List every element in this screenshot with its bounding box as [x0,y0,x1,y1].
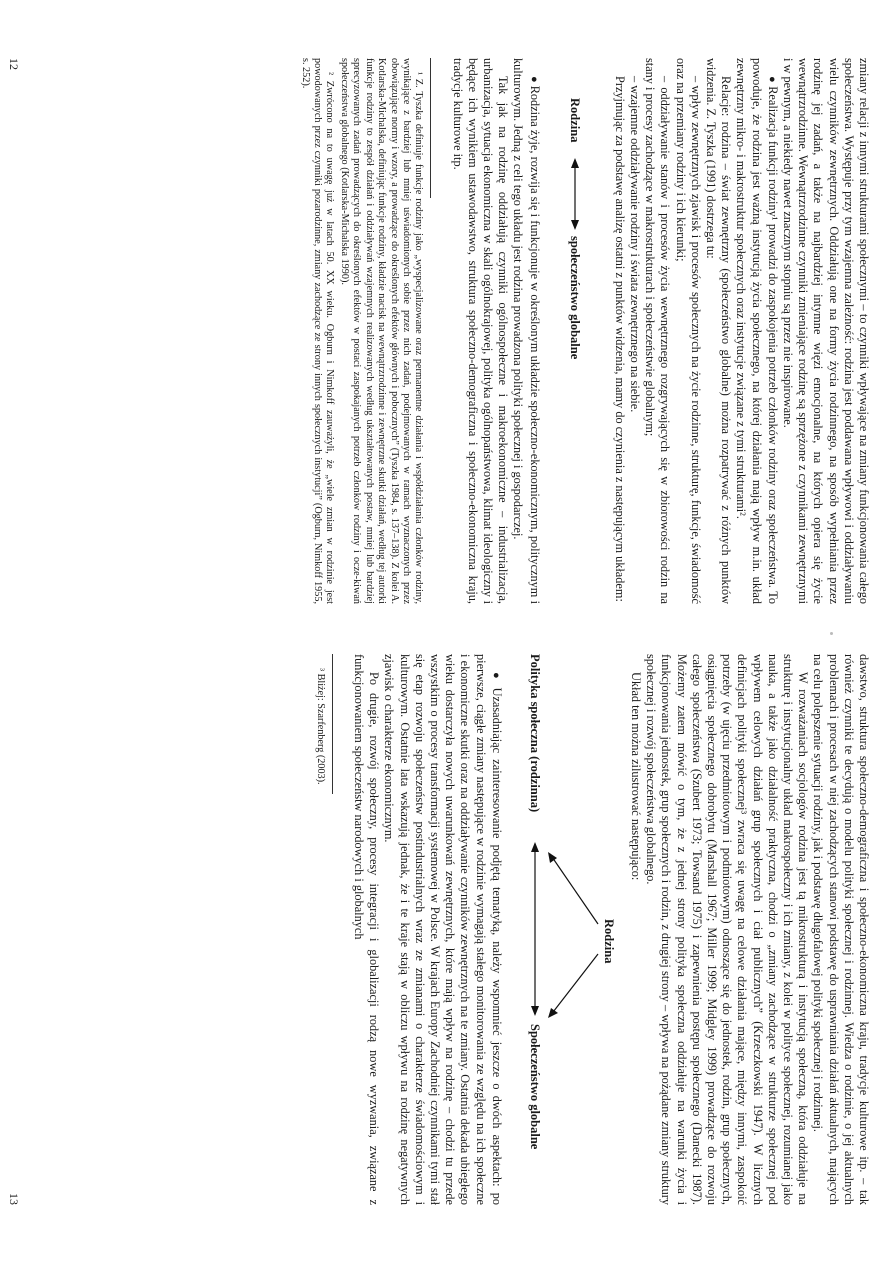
paragraph: W rozważaniach socjologów rodzina jest tą mikrostrukturą i instytucją społeczną, która oddziałuje na strukturę i instytucjonalny układ makrospołeczny i ich zmiany, z kolei w polityce społecznej, rozumianej jako nauka, a także jako działalność praktyczna, chodzi o „zmiany zachodzące w strukturze społecznej pod wpływem celowych działań grup społecznych i ciał publicznych” (Krzeczkowski 1947). W licznych definicjach polityki społecznej³ zwraca się uwagę na celowe działania mające, między innymi, zaspokoić potrzeby (w ujęciu przedmiotowym i podmiotowym) odnoszące się do jednostek, rodzin, grup społecznych, osiągnięcia społecznego dobrobytu (Marshall 1967; Miller 1999; Midgley 1999) prowadzące do rozwoju całego społeczeństwa (Szubert 1973; Towsand 1975) i zapewnienia postępu społecznego (Danecki 1987). Możemy zatem mówić o tym, że z jednej strony polityka społeczna oddziałuje na warunki życia i funkcjonowania jednostek, grup społecznych i rodzin, z drugiej strony – wpływa na pożądane zmiany struktury społecznej i rozwój społeczeństwa globalnego. [644,654,811,1205]
list-item: – wzajemne oddziaływanie rodziny i świata zewnętrznego na siebie. [627,76,642,413]
double-arrow-icon [548,58,602,618]
list-item: – oddziaływanie stanów i procesów życia wewnętrznego rozgrywających się w zbiorowości rodzin na stany i procesy zachodzące w makrostrukturach i społeczeństwie globalnym; [643,58,673,604]
paragraph: Po drugie, rozwój społeczny, procesy integracji i globalizacji rodzą nowe wyzwania, związane z funkcjonowaniem społeczeństw narodowych i globalnych [351,654,382,1205]
triangle-arrows-icon [510,654,618,1214]
scan-speck [830,632,833,635]
paragraph: dawstwo, struktura społeczno-demograficzna i społeczno-ekonomiczna kraju, tradycje kulturowe itp. – tak również czynniki te decydują o modelu polityki społecznej i rodzinnej. Wiedza o rodzinie, o jej aktualnych problemach i procesach w niej zachodzących stanowi podstawę do usprawniania działań aktualnych, mających na celu polepszenie sytuacji rodziny, jak i podstawę długofalowej polityki społecznej i rodzinnej. [811,654,871,1205]
diagram-label-family: Rodzina [601,919,616,964]
paragraph: ● Uzasadniając zainteresowanie podjętą tematyką, należy wspomnieć jeszcze o dwóch aspektach: po pierwsze, ciągłe zmiany następujące w rodzinie wymagają stałego monitorowania ze względu na ich społeczne i ekonomiczne skutki oraz na oddziaływanie czynników zewnętrznych na te zmiany. Ostatnia dekada ubiegłego wieku dostarczyła nowych uwarunkowań zewnętrznych, które mają wpływ na rodzinę – chodzi tu przede wszystkim o procesy transformacji systemowej w Polsce. W krajach Europy Zachodniej czynnikami tymi stał się etap rozwoju społeczeństw postindustrialnych wraz ze zmianami o charakterze świadomościowym i kulturowym. Ostatnie lata wskazują jednak, że i te kraje stają w obliczu wpływu na rodzinę negatywnych zjawisk o charakterze ekonomicznym. [381,654,504,1205]
footnote-divider [332,654,333,794]
right-page [0,640,893,1263]
paragraph: Przyjmując za podstawę analizę ostatni z punktów widzenia, mamy do czynienia z następującym układem: [612,76,627,602]
footnote: ³ Bliżej: Szarfenberg (2003). [314,668,326,785]
diagram-label-global-society: Społeczeństwo globalne [527,1024,542,1150]
footnote-divider [430,58,431,198]
paragraph: Relacje: rodzina – świat zewnętrzny (społeczeństwo globalne) można rozpatrywać z różnych punktów widzenia. Z. Tyszka (1991) dostrzega tu: [703,58,734,604]
paragraph: ● Rodzina żyje, rozwija się i funkcjonuje w określonym układzie społeczno-ekonomicznym, politycznym i kulturowym. Jedną z celi tego układu jest rodzina prowadzona polityki społecznej i gospodarczej. [510,58,541,604]
family-society-diagram [548,58,602,604]
left-page [0,0,893,620]
family-policy-society-diagram [510,654,618,1205]
diagram-label-social-policy: Polityka społeczna (rodzinna) [527,654,542,813]
paragraph: Układ ten można zilustrować następująco: [628,672,643,881]
diagram-label-family: Rodzina [567,98,582,143]
page-number: 13 [7,1193,21,1205]
list-item: – wpływ zewnętrznych zjawisk i procesów społecznych na życie rodzinne, strukturę, funkcje, świadomość oraz na przemiany rodziny i ich kierunki; [673,58,703,604]
footnote: ¹ Z. Tyszka definiuje funkcje rodziny jako „wyspecjalizowane oraz permanentne działania i współdziałania członków rodziny, wynikające z bardziej lub mniej uświadomionych sobie przez nich zadań, podejmowanych w ramach wyznaczonych przez obowiązujące normy i wzory, a prowadzące do określonych efektów głównych i pobocznych” (Tyszka 1984, s. 137–138). Z kolei A. Kotlarska-Michalska, definiując funkcje rodziny, kładzie nacisk na wewnątrzrodzinne i zewnętrzne skutki działań, według tej autorki funkcje rodziny to zespół działań i oddziaływań wzajemnych realizowanych według ukształtowanych postaw, mniej lub bardziej sprecyzowanych zadań prowadzących do określonych efektów w postaci zaspokajanych potrzeb członków rodziny i ocze-kiwań społeczeństwa globalnego (Kotlarska-Michalska 1990). [338,58,425,604]
paragraph: Tak jak na rodzinę oddziałują czynniki ogólnospołeczne i makroekonomiczne – industrializacja, urbanizacja, sytuacja ekonomiczna w skali ogólnokrajowej, polityka ogólnopaństwowa, klimat ideologiczny i będące ich wynikiem ustawodawstwo, struktura społeczno-demograficzna i społeczno-ekonomiczna kraju, tradycje kulturowe itp. [450,58,511,604]
footnote: ² Zwrócono na to uwagę już w latach 50. XX wieku. Ogburn i Nimkoff zauważyli, że „wiele zmian w rodzinie jest powodowanych przez czynniki pozarodzinne, zmiany zachodzące ze strony innych społecznych instytucji” (Ogburn, Nimkoff 1955, s. 252). [299,58,336,604]
paragraph: ● Realizacja funkcji rodziny¹ prowadzi do zaspokojenia potrzeb członków rodziny oraz społeczeństwa. To powoduje, że rodzina jest ważną instytucją życia społecznego, na której działania mają wpływ m.in. układ zewnętrzny mikro- i makrostruktur społecznych oraz instytucje związane z tymi strukturami². [733,58,780,604]
diagram-label-global-society: społeczeństwo globalne [567,236,582,360]
page-number: 12 [7,58,21,70]
paragraph: zmiany relacji z innymi strukturami społecznymi – to czynniki wpływające na zmiany funkcjonowania całego społeczeństwa. Występuje przy tym wzajemna zależność: rodzina jest poddawana wpływowi i oddziaływaniu wielu czynników zewnętrznych. Oddziałują one na formy życia rodzinnego, na sposób wypełniania przez rodzinę jej zadań, a także na najbardziej intymne więzi emocjonalne, na których opiera się życie wewnątrzrodzinne. Wewnątrzrodzinne czynniki zmieniające rodzinę są sprzężone z czynnikami zewnętrznymi i w pewnym, a niekiedy nawet znacznym stopniu są przez nie inspirowane. [780,58,871,604]
